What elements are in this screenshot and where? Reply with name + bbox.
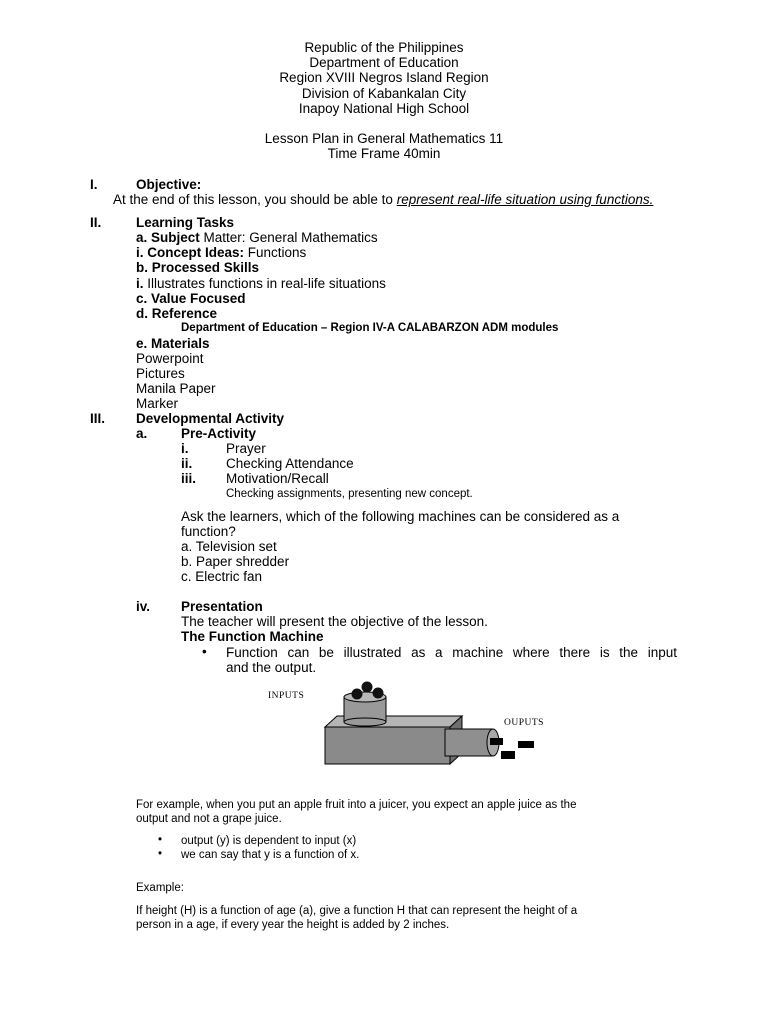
example-label: Example:	[136, 882, 184, 894]
choice-item: b. Paper shredder	[181, 554, 290, 569]
input-hopper-base	[344, 718, 386, 726]
header-division: Division of Kabankalan City	[301, 86, 467, 101]
output-piece-icon	[501, 751, 515, 759]
objective-text-lead: At the end of this lesson, you should be able to	[113, 192, 397, 207]
input-ball-icon	[373, 688, 384, 699]
example-problem-line2: person in a age, if every year the height is added by 2 inches.	[136, 919, 450, 931]
presentation-text: The teacher will present the objective of the lesson.	[181, 614, 488, 629]
concept-label: i. Concept Ideas:	[136, 245, 245, 260]
choice-item: c. Electric fan	[181, 569, 263, 584]
activity-item-text: Checking Attendance	[226, 456, 354, 471]
function-machine-heading: The Function Machine	[181, 629, 324, 644]
ask-question-line1: Ask the learners, which of the following machines can be considered as a	[181, 509, 620, 524]
example-paragraph-line1: For example, when you put an apple fruit into a juicer, you expect an apple juice as the	[136, 799, 577, 811]
activity-item-text: Motivation/Recall	[226, 471, 329, 486]
example-bullet: we can say that y is a function of x.	[181, 849, 360, 861]
pre-activity-number: a.	[136, 426, 148, 441]
output-piece-icon	[490, 738, 503, 745]
bullet-icon: •	[158, 848, 163, 860]
material-item: Marker	[136, 396, 179, 411]
output-pipe	[445, 729, 493, 756]
objective-emphasis: represent real-life situation using functions.	[396, 192, 654, 207]
reference-text: Department of Education – Region IV-A CALABARZON ADM modules	[181, 322, 559, 334]
diagram-inputs-label: INPUTS	[268, 691, 305, 701]
subject-label: a. Subject	[136, 230, 200, 245]
section-number-dev: III.	[90, 411, 106, 426]
material-item: Pictures	[136, 366, 185, 381]
concept-value: Functions	[244, 245, 307, 260]
subject-matter	[136, 230, 378, 245]
presentation-heading: Presentation	[181, 599, 263, 614]
concept-ideas	[136, 245, 306, 260]
header-department: Department of Education	[309, 55, 459, 70]
header-school: Inapoy National High School	[298, 101, 470, 116]
subject-value: Matter: General Mathematics	[199, 230, 378, 245]
diagram-outputs-label: OUPUTS	[504, 718, 544, 728]
time-frame: Time Frame 40min	[327, 146, 441, 161]
materials-heading: e. Materials	[136, 336, 210, 351]
ask-question-line2: function?	[181, 524, 236, 539]
lesson-plan-title: Lesson Plan in General Mathematics 11	[264, 131, 504, 146]
input-ball-icon	[362, 682, 373, 693]
example-paragraph-line2: output and not a grape juice.	[136, 813, 282, 825]
bullet-icon: •	[158, 834, 163, 846]
activity-item-number: i.	[181, 441, 189, 456]
activity-item-text: Prayer	[226, 441, 266, 456]
section-number-objective: I.	[90, 177, 98, 192]
skill-item	[136, 276, 386, 291]
header-region: Region XVIII Negros Island Region	[279, 70, 489, 85]
material-item: Manila Paper	[136, 381, 216, 396]
material-item: Powerpoint	[136, 351, 204, 366]
recall-note: Checking assignments, presenting new concept.	[226, 488, 473, 500]
reference-heading: d. Reference	[136, 306, 218, 321]
pre-activity-heading: Pre-Activity	[181, 426, 257, 441]
machine-description-line1: Function can be illustrated as a machine where there is the input	[226, 645, 677, 660]
objective-heading: Objective:	[136, 177, 202, 192]
activity-item-number: ii.	[181, 456, 193, 471]
header-republic: Republic of the Philippines	[304, 40, 464, 55]
example-problem-line1: If height (H) is a function of age (a), give a function H that can represent the height of a	[136, 905, 578, 917]
skill-text: Illustrates functions in real-life situations	[143, 276, 386, 291]
skill-number: i.	[136, 276, 144, 291]
developmental-activity-heading: Developmental Activity	[136, 411, 285, 426]
section-number-tasks: II.	[90, 215, 102, 230]
function-machine-diagram	[320, 676, 540, 776]
objective-text	[113, 192, 653, 207]
activity-item-number: iii.	[181, 471, 197, 486]
learning-tasks-heading: Learning Tasks	[136, 215, 235, 230]
bullet-icon: •	[202, 644, 207, 659]
processed-skills: b. Processed Skills	[136, 260, 260, 275]
output-piece-icon	[518, 741, 534, 748]
choice-item: a. Television set	[181, 539, 277, 554]
example-bullet: output (y) is dependent to input (x)	[181, 835, 357, 847]
machine-description-line2: and the output.	[226, 660, 317, 675]
presentation-number: iv.	[136, 599, 151, 614]
machine-box-front	[325, 727, 450, 764]
value-focused: c. Value Focused	[136, 291, 246, 306]
input-ball-icon	[352, 689, 363, 700]
